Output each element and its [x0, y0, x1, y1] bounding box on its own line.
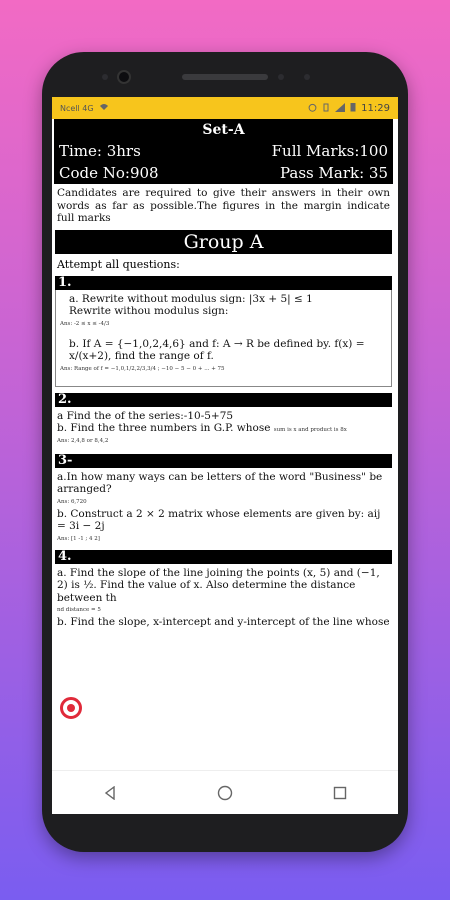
- q2a-text: a Find the of the series:-10-5+75: [57, 409, 234, 422]
- instructions: Candidates are required to give their answers in their own words as far as possible.The figures in the margin indicate full marks: [57, 187, 390, 224]
- question-body: [55, 290, 392, 387]
- sensor-dot: [278, 74, 284, 80]
- vibrate-icon: [322, 103, 330, 114]
- group-title: Group A: [55, 230, 392, 254]
- clock-time: 11:29: [361, 102, 390, 114]
- carrier-text: Ncell 4G: [60, 103, 94, 113]
- question-number: 1.: [55, 276, 392, 290]
- phone-frame: [42, 52, 408, 852]
- set-label: Set-A: [202, 122, 245, 138]
- time-label: Time: 3hrs: [59, 142, 141, 160]
- q1b-text: b. If A = {−1,0,2,4,6} and f: A → R be defined by. f(x) = x/(x+2), find the range of f.: [69, 337, 365, 362]
- q1a-text2: Rewrite withou modulus sign:: [69, 305, 229, 317]
- battery-icon: [350, 102, 356, 114]
- wifi-icon: [99, 103, 109, 113]
- q4a-text: a. Find the slope of the line joining the points (x, 5) and (−1, 2) is ½. Find the value of x. Also determine the distance between th: [57, 566, 380, 604]
- phone-top-bezel: [42, 52, 408, 102]
- earpiece-speaker: [182, 74, 268, 80]
- sensor-dot: [304, 74, 310, 80]
- question-number: 2.: [55, 393, 392, 407]
- q2-answer: Ans: 2,4,8 or 8,4,2: [57, 437, 109, 444]
- question-number: 3-: [55, 454, 392, 468]
- system-nav-bar: [52, 770, 398, 814]
- attempt-note: Attempt all questions:: [57, 257, 180, 271]
- q1b-answer: Ans: Range of f = −1,0,1/2,2/3,3/4 ; −10 − 5 − 0 + ... + 75: [60, 365, 225, 372]
- q3a-answer: Ans: 6,720: [57, 498, 87, 505]
- q4a-answer: nd distance = 5: [57, 607, 101, 613]
- q1a-answer: Ans: -2 ≤ x ≤ -4/3: [60, 320, 110, 327]
- q4b-text: b. Find the slope, x-intercept and y-intercept of the line whose: [57, 616, 390, 628]
- exam-content[interactable]: [52, 119, 398, 723]
- q3b-text: b. Construct a 2 × 2 matrix whose elements are given by: aij = 3i − 2j: [57, 507, 381, 532]
- sensor-dot: [102, 74, 108, 80]
- code-no: Code No:908: [59, 164, 159, 182]
- question-body: [55, 407, 392, 450]
- alarm-icon: [308, 103, 317, 114]
- q3b-answer: Ans: [1 -1 ; 4 2]: [57, 535, 100, 542]
- home-icon[interactable]: [211, 779, 239, 807]
- paper-header: [54, 119, 393, 184]
- q2b-tail: sum is x and product is 8x: [273, 427, 347, 433]
- question-number: 4.: [55, 550, 392, 564]
- full-marks: Full Marks:100: [271, 142, 388, 160]
- q3a-text: a.In how many ways can be letters of the word "Business" be arranged?: [57, 470, 383, 495]
- q1a-text: a. Rewrite without modulus sign: |3x + 5| ≤ 1: [69, 292, 313, 305]
- recents-icon[interactable]: [326, 779, 354, 807]
- question-body: [55, 468, 392, 548]
- back-icon[interactable]: [96, 779, 124, 807]
- q2b-text: b. Find the three numbers in G.P. whose: [57, 422, 271, 434]
- front-camera: [117, 70, 131, 84]
- floating-record-button[interactable]: [60, 697, 82, 719]
- pass-mark: Pass Mark: 35: [280, 164, 388, 182]
- signal-icon: [335, 103, 345, 114]
- screen: [52, 97, 398, 814]
- question-body: [55, 564, 392, 632]
- status-bar: [52, 97, 398, 119]
